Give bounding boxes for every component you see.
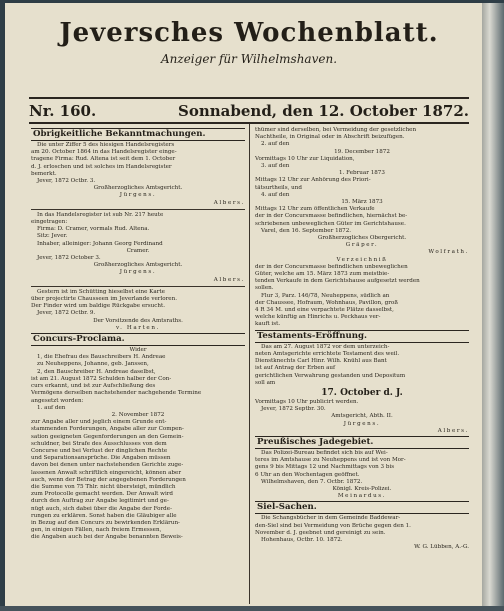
text-line: Der Finder wird um baldige Rückgabe ersucht. [31, 303, 166, 310]
text-line: sation geeigneten Gegenforderungen an den Gemein- [31, 433, 184, 440]
text-line: Dienstknechts Carl Hinr. Wilh. Knühl aus Bant [255, 358, 387, 365]
signature: Meinardus. [337, 493, 387, 500]
siel-heading: Siel-Sachen. [255, 501, 469, 514]
text-line: den-Siel sind bei Vermeidung von Brüche gegen den 1. [255, 522, 411, 529]
text-line: Mittags 12 Uhr zum öffentlichen Verkaufe [255, 206, 375, 213]
date-line: Varel, den 16. September 1872. [261, 227, 352, 234]
date-line: Hohenhaus, Octbr. 10. 1872. [261, 536, 343, 543]
text-line: angesetzt worden: [31, 397, 84, 404]
text-line: der in der Concursmasse befindlichen unbeweglichen [255, 263, 408, 270]
text-line: Gestern ist im Schütting hieselbst eine Karte [37, 288, 165, 295]
jadegebiet-heading: Preußisches Jadegebiet. [255, 436, 469, 449]
text-line: nügt auch, sich dabei über die Angabe der Forde- [31, 505, 172, 512]
text-line: thümer sind derselben, bei Vermeidung der gesetzlichen [255, 127, 417, 133]
issue-number: Nr. 160. [29, 102, 97, 120]
text-line: eingetragen: [31, 219, 68, 226]
text-line: Firma: D. Cramer, vormals Rud. Altena. [37, 226, 150, 233]
date-line: 2. November 1872 [111, 411, 165, 418]
text-line: curs erkannt, und ist zur Aufschließung des [31, 383, 156, 390]
text-line: welche künftig an Hinrichs u. Peckhaus ver- [255, 314, 381, 321]
text-line: November d. J. geebnet und gereinigt zu sein. [255, 529, 386, 536]
text-line: 1, die Ehefrau des Bauschreibers H. Andreae [37, 354, 166, 361]
issue-line [29, 101, 469, 121]
court-line: Großherzogliches Amtsgericht. [93, 262, 183, 269]
text-line: rungen zu erklären. Sonst haben die Gläubiger alle [31, 512, 177, 519]
text-line: Flur 3, Parz. 146/78, Neuheppens, südlich an [261, 292, 390, 299]
column-divider [249, 124, 250, 604]
court-line: Der Vorsitzende des Amtsraths. [93, 317, 183, 324]
text-line: 2. auf den [261, 141, 290, 148]
signature: Jürgens. [119, 192, 157, 199]
text-line: sollen. [255, 285, 274, 292]
text-line: Vermögens derselben nachstehender nachgehende Termine [31, 390, 202, 397]
text-line: In das Handelsregister ist sub Nr. 217 heute [37, 211, 164, 218]
text-line: teres im Amtshause zu Neuheppens und ist von Mor- [255, 457, 406, 464]
text-line: neten Amtsgerichte errichtete Testament des weil. [255, 350, 400, 357]
signature: Albers. [213, 276, 245, 283]
text-line: zur Angabe aller und jeglich einem Grunde ent- [31, 419, 167, 426]
text-line: lassenen Anwalt schriftlich eingereicht, können aber [31, 469, 181, 476]
newspaper-page [5, 3, 482, 606]
newspaper-subtitle: Anzeiger für Wilhelmshaven. [160, 52, 338, 66]
text-line: schriebenen unbeweglichen Güter im Gerichtshause. [255, 220, 406, 227]
text-line: auch, wenn der Betrag der angegebenen Forderungen [31, 476, 186, 483]
date-line: Jever, 1872 Octbr. 9. [37, 310, 96, 317]
text-line: schuldner, bei Strafe des Ausschlusses von dem [31, 440, 167, 447]
signature: Jürgens. [343, 420, 381, 427]
court-line: Großherzogliches Amtsgericht. [93, 185, 183, 192]
text-line: kauft ist. [255, 321, 281, 328]
signature: W. G. Lübben, A.-G. [414, 544, 469, 551]
text-line: Inhaber, alleiniger: Johann Georg Ferdinand [37, 240, 163, 247]
date-line: 1. Februar 1873 [339, 170, 385, 177]
date-line: Jever, 1872 Octbr. 3. [37, 178, 96, 185]
text-line: Sitz: Jever. [37, 233, 68, 240]
date-line: 19. December 1872 [334, 148, 390, 155]
page-shadow [0, 606, 504, 611]
text-line: der Chaussee, Hofraum, Wohnhaus, Pavillon, groß [255, 299, 399, 306]
issue-date: Sonnabend, den 12. October 1872. [178, 102, 469, 120]
testament-heading: Testaments-Eröffnung. [255, 330, 469, 343]
text-line: und Separationsansprüche. Die Angaben müssen [31, 455, 171, 462]
text-line: gens 9 bis Mittags 12 und Nachmittags von 3 bis [255, 464, 395, 471]
text-line: Concurse und bei Verlust der dinglichen Rechte [31, 447, 168, 454]
text-line: Cramer. [126, 247, 150, 254]
court-line: Großherzogliches Obergericht. [317, 235, 407, 242]
text-line: soll am [255, 379, 276, 386]
list-heading: Verzeichniß [336, 256, 388, 263]
text-line: 4 R 34 M. und eine verpachtete Plätze dasselbst, [255, 307, 394, 314]
signature: Wolfrath. [428, 249, 469, 256]
text-line: 6 Uhr an den Wochentagen geöffnet. [255, 471, 360, 478]
text-line: 4. auf den [261, 191, 290, 198]
official-heading: Obrigkeitliche Bekanntmachungen. [31, 128, 245, 141]
newspaper-title: Jeversches Wochenblatt. [59, 18, 439, 48]
section-rule [31, 286, 245, 287]
text-line: über projectirte Chausseen im Jeverlande verloren. [31, 296, 177, 303]
court-line: Königl. Kreis-Polizei. [332, 485, 392, 492]
text-line: d. J. erloschen und ist solches im Handelsregister [31, 163, 172, 170]
text-line: gen, in einigen Fällen, nach freiem Ermessen, [31, 527, 162, 534]
text-line: gerichtlichen Verwahrung gestanden und Depositum [255, 372, 406, 379]
text-line: Die unter Ziffer 5 des hiesigen Handelsregisters [37, 142, 175, 148]
text-line: Mittags 12 Uhr zur Anhörung des Priori- [255, 177, 371, 184]
text-line: Die Schangsbücher in dem Gemeinde Baddewar- [261, 515, 401, 522]
text-line: ist am 21. August 1872 Schulden halber der Con- [31, 375, 172, 382]
date-line: 15. März 1873 [341, 199, 383, 206]
text-line: ist auf Antrag der Erben auf [255, 365, 336, 372]
signature: Albers. [437, 427, 469, 434]
date-line: Wilhelmshaven, den 7. Octbr. 1872. [261, 478, 363, 485]
masthead [29, 17, 469, 67]
text-line: durch den Auftrag zur Angabe legitimirt und ge- [31, 498, 169, 505]
text-line: stammenden Forderungen, Angabe aller zur Compen- [31, 426, 184, 433]
text-line: zu Neuheppens, Johanne, geb. Janssen, [37, 361, 149, 368]
text-line: Vormittags 10 Uhr publicirt werden. [255, 398, 359, 405]
text-line: 1. auf den [37, 404, 66, 411]
text-line: Das Polizei-Bureau befindet sich bis auf Wei- [261, 449, 388, 456]
page-edge [482, 3, 504, 611]
publication-date: 17. October d. J. [321, 387, 403, 398]
right-column [255, 127, 469, 551]
text-line: am 20. October 1864 in das Handelsregister einge- [31, 149, 177, 156]
concurs-heading: Concurs-Proclama. [31, 333, 245, 346]
masthead-rule [29, 97, 469, 99]
text-line: tenden Verkaufe in dem Gerichtshause aufgesetzt werden [255, 278, 420, 285]
text-line: der in der Concursmasse befindlichen, hiernächst be- [255, 213, 408, 220]
text-line: Güter, welche am 15. März 1873 zum meistbie- [255, 271, 390, 278]
text-line: die Summe von 75 Thlr. nicht übersteigt, mündlich [31, 483, 176, 490]
section-rule [31, 209, 245, 210]
text-line: Wider [129, 347, 147, 354]
text-line: bemerkt. [31, 170, 57, 177]
date-line: Jever, 1872 Septbr. 30. [261, 406, 326, 413]
signature: v. Harten. [116, 324, 160, 331]
text-line: 3. auf den [261, 163, 290, 170]
text-line: Das am 27. August 1872 vor dem unterzeich- [261, 343, 390, 350]
left-column [31, 127, 245, 542]
signature: Jürgens. [119, 269, 157, 276]
text-line: zum Protocolle gemacht werden. Der Anwalt wird [31, 491, 173, 498]
text-line: 2, den Bauschreiber H. Andreae daselbst, [37, 368, 156, 375]
text-line: Vormittags 10 Uhr zur Liquidation, [255, 155, 355, 162]
court-line: Amtsgericht, Abth. II. [331, 413, 393, 420]
text-line: Nachtheile, in Original oder in Abschrift beizufügen. [255, 134, 405, 141]
signature: Albers. [213, 199, 245, 206]
date-line: Jever, 1872 October 3. [37, 255, 101, 262]
signature: Gräper. [345, 242, 379, 249]
text-line: davon bei denen unter nachstehenden Gerichte zuge- [31, 462, 184, 469]
text-line: tätsurtheils, und [255, 184, 302, 191]
text-line: in Bezug auf den Concurs zu bewirkenden Erklärun- [31, 519, 180, 526]
text-line: tragene Firma: Rud. Altena ist seit dem 1. October [31, 156, 176, 163]
text-line: die Angaben auch bei der Angabe benannten Beweis- [31, 534, 183, 541]
